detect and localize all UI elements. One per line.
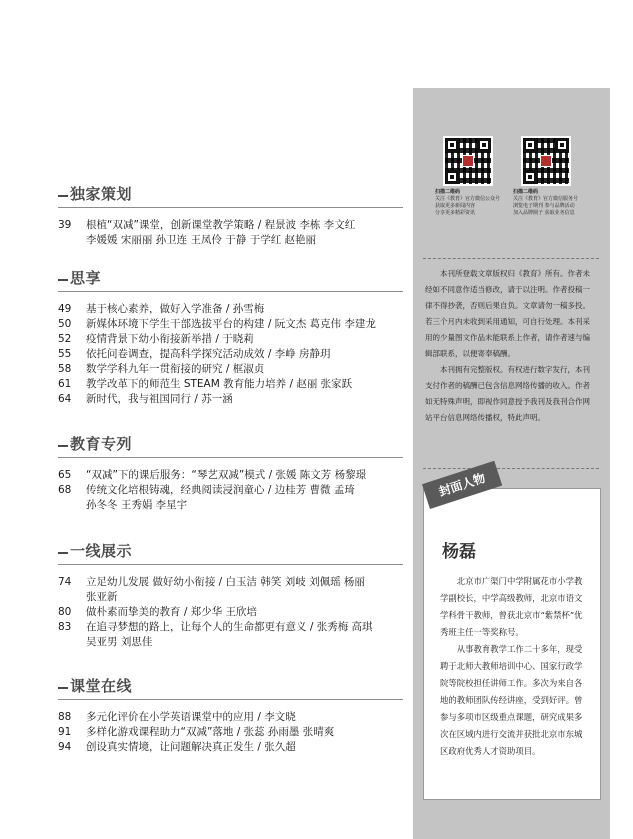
entry-title: 新时代，我与祖国同行 / 苏一涵 bbox=[86, 393, 233, 405]
section-title: 思享 bbox=[58, 268, 403, 288]
entry-title: 多样化游戏课程助力“双减”落地 / 张蕊 孙雨墨 张晴爽 bbox=[86, 726, 335, 738]
toc-section bbox=[58, 676, 403, 755]
entry-title: 做朴素而挚美的教育 / 郑少华 王欣培 bbox=[86, 606, 258, 618]
page-number: 49 bbox=[58, 303, 72, 315]
entry-title: 教学改革下的师范生 STEAM 教育能力培养 / 赵丽 张家跃 bbox=[86, 378, 353, 390]
page-number: 50 bbox=[58, 318, 72, 330]
section-divider bbox=[58, 564, 403, 565]
entry-title: 基于核心素养，做好入学准备 / 孙雪梅 bbox=[86, 303, 265, 315]
page-number: 52 bbox=[58, 333, 72, 345]
page-number: 91 bbox=[58, 726, 72, 738]
toc-entry[interactable] bbox=[58, 317, 403, 332]
entry-title: 根植“双减”课堂，创新课堂教学策略 / 程景波 李栋 李文红 李媛媛 宋丽丽 孙卫连 王凤伶 于静 于学红 赵艳丽 bbox=[86, 219, 356, 246]
toc-entry[interactable] bbox=[58, 377, 403, 392]
page-number: 39 bbox=[58, 219, 72, 231]
page-number: 55 bbox=[58, 348, 72, 360]
page-number: 68 bbox=[58, 484, 72, 496]
qr-caption: 扫描二维码 关注《教育》官方微信服务号 浏览电子期刊 参与品牌活动 加入品牌圈子 获取业务信息 bbox=[513, 189, 579, 216]
divider bbox=[423, 258, 599, 259]
page-number: 74 bbox=[58, 576, 72, 588]
page-number: 88 bbox=[58, 711, 72, 723]
info-sidebar bbox=[413, 88, 610, 839]
section-divider bbox=[58, 207, 403, 208]
qr-caption: 扫描二维码 关注《教育》官方微信公众号 获取更多新闻内容 分享更多精彩资讯 bbox=[435, 189, 501, 216]
section-divider bbox=[58, 699, 403, 700]
section-title: 课堂在线 bbox=[58, 676, 403, 696]
toc-entry[interactable] bbox=[58, 575, 403, 605]
qr-block-service bbox=[513, 136, 583, 217]
page-number: 64 bbox=[58, 393, 72, 405]
page-number: 94 bbox=[58, 741, 72, 753]
section-divider bbox=[58, 457, 403, 458]
toc-section bbox=[58, 434, 403, 513]
page-number: 80 bbox=[58, 606, 72, 618]
qr-block-wechat bbox=[435, 136, 505, 217]
toc-section bbox=[58, 184, 403, 248]
entry-title: “双减”下的课后服务：“琴艺双减”模式 / 张媛 陈文芳 杨黎璟 bbox=[86, 469, 367, 481]
page-number: 83 bbox=[58, 621, 72, 633]
toc-entry[interactable] bbox=[58, 362, 403, 377]
toc-section bbox=[58, 541, 403, 650]
toc-entry[interactable] bbox=[58, 218, 403, 248]
copyright-notice: 本刊所登载文章版权归《教育》所有。作者未经如不同意作适当修改，请于以注明。作者投稿一律不得抄袭，否则后果自负。文章请勿一稿多投。若三个月内未收到采用通知，可自行处理。本刊采用的少量图文作品未能联系上作者，请作者速与编辑部联系，以便寄奉稿酬。 本刊拥有完整版权。有权进行数字发行，本刊支付作者的稿酬已包含信息网络传播的收入。作者如无特殊声明，即视作同意授予我刊及我刊合作网站平台信息网络传播权，特此声明。 bbox=[425, 269, 590, 422]
section-title: 独家策划 bbox=[58, 184, 403, 204]
entry-title: 创设真实情境，让问题解决真正发生 / 张久超 bbox=[86, 741, 296, 753]
entry-title: 传统文化培根铸魂，经典阅读浸润童心 / 边桂芳 曹微 孟琦 孙冬冬 王秀娟 李星宇 bbox=[86, 484, 355, 511]
toc-entry[interactable] bbox=[58, 710, 403, 725]
qr-code-icon bbox=[521, 136, 571, 186]
toc-section bbox=[58, 268, 403, 407]
toc-entry[interactable] bbox=[58, 468, 403, 483]
section-divider bbox=[58, 291, 403, 292]
toc-entry[interactable] bbox=[58, 605, 403, 620]
entry-title: 多元化评价在小学英语课堂中的应用 / 李文晓 bbox=[86, 711, 296, 723]
entry-title: 疫情背景下幼小衔接新举措 / 于晓莉 bbox=[86, 333, 254, 345]
toc-entry[interactable] bbox=[58, 347, 403, 362]
cover-person-tag: 封面人物 bbox=[422, 461, 502, 509]
toc-entry[interactable] bbox=[58, 620, 403, 650]
toc-entry[interactable] bbox=[58, 725, 403, 740]
divider bbox=[423, 468, 599, 469]
cover-person-name: 杨磊 bbox=[442, 542, 476, 562]
entry-title: 依托问卷调查，提高科学探究活动成效 / 李峥 房静玥 bbox=[86, 348, 331, 360]
section-title: 一线展示 bbox=[58, 541, 403, 561]
entry-title: 数学学科九年一贯衔接的研究 / 框淑贞 bbox=[86, 363, 265, 375]
toc-entry[interactable] bbox=[58, 392, 403, 407]
cover-person-bio: 北京市广渠门中学附属花市小学教学副校长，中学高级教师，北京市语文学科骨干教师，曾获北京市“紫禁杯”优秀班主任一等奖称号。 从事教育教学工作二十多年，现受聘于北师大教师培训中心、国家行政学院等院校担任讲师工作。多次为来自各地的教师团队传经讲座，受到好评。曾参与多项市区级重点课题，研究成果多次在区域内进行交流并获批北京市东城区政府优秀人才资助项目。 bbox=[440, 576, 583, 756]
toc-entry[interactable] bbox=[58, 483, 403, 513]
section-title: 教育专列 bbox=[58, 434, 403, 454]
entry-title: 立足幼儿发展 做好幼小衔接 / 白玉洁 韩笑 刘岐 刘佩瑶 杨丽 张亚新 bbox=[86, 576, 365, 603]
toc-entry[interactable] bbox=[58, 740, 403, 755]
toc-entry[interactable] bbox=[58, 302, 403, 317]
page-number: 65 bbox=[58, 469, 72, 481]
cover-person-card bbox=[423, 470, 601, 800]
page-number: 58 bbox=[58, 363, 72, 375]
toc-entry[interactable] bbox=[58, 332, 403, 347]
qr-code-icon bbox=[443, 136, 493, 186]
entry-title: 在追寻梦想的路上，让每个人的生命都更有意义 / 张秀梅 高琪 吴亚男 刘思佳 bbox=[86, 621, 373, 648]
page-number: 61 bbox=[58, 378, 72, 390]
entry-title: 新媒体环境下学生干部选拔平台的构建 / 阮文杰 葛克伟 李建龙 bbox=[86, 318, 376, 330]
